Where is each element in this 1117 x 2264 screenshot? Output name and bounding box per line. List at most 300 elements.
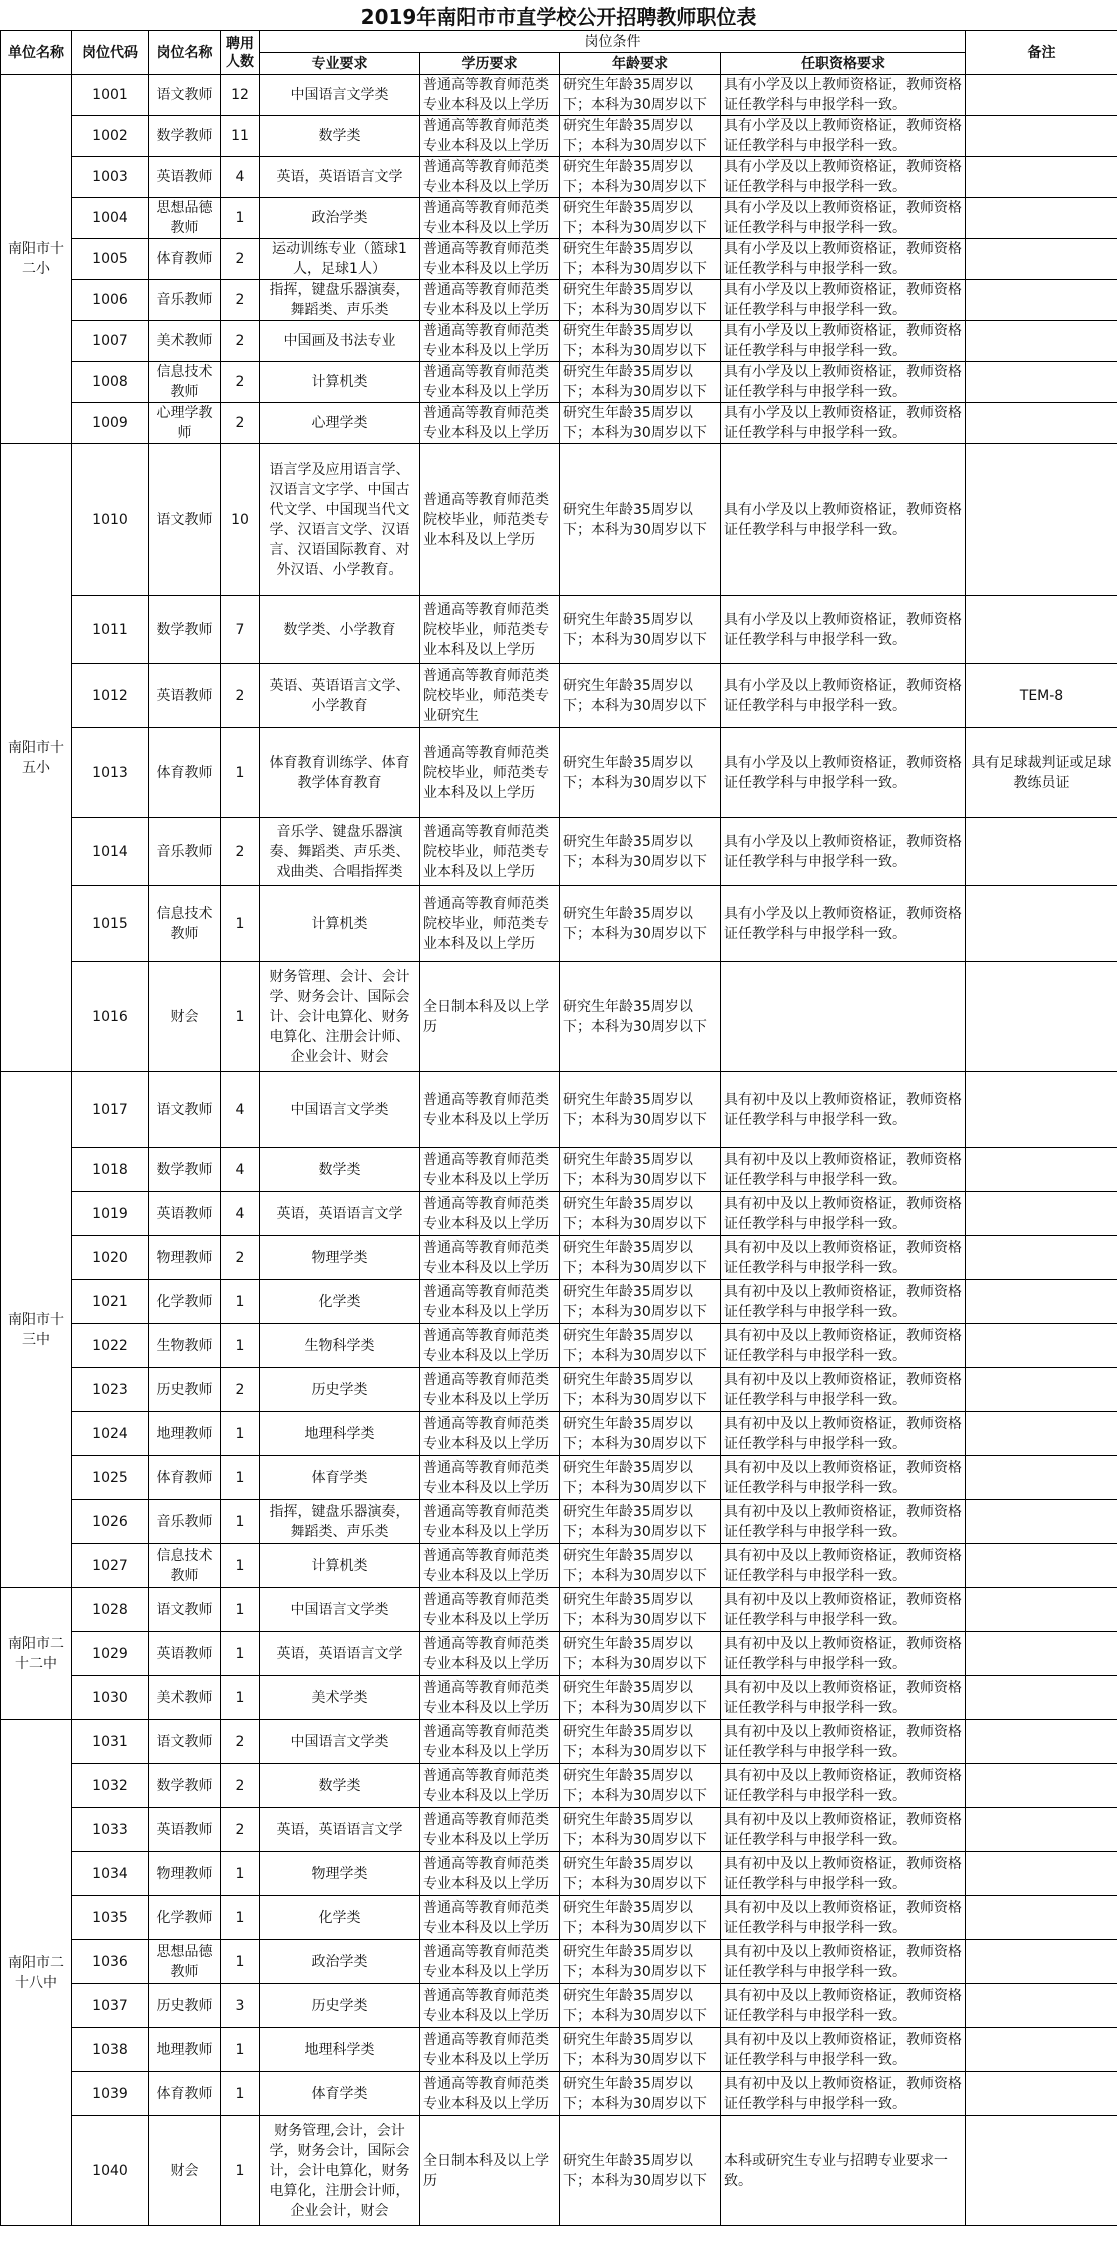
qualification-cell: 具有初中及以上教师资格证，教师资格证任教学科与申报学科一致。 (721, 1896, 966, 1940)
age-cell: 研究生年龄35周岁以下；本科为30周岁以下 (560, 1500, 721, 1544)
hire-count-cell: 2 (221, 818, 260, 886)
qualification-cell: 具有初中及以上教师资格证，教师资格证任教学科与申报学科一致。 (721, 2072, 966, 2116)
position-name-cell: 语文教师 (149, 1072, 221, 1148)
position-name-cell: 语文教师 (149, 1588, 221, 1632)
major-cell: 财务管理、会计、会计学、财务会计、国际会计、会计电算化、财务电算化、注册会计师、企业会计、财会 (260, 962, 420, 1072)
qualification-cell: 具有初中及以上教师资格证，教师资格证任教学科与申报学科一致。 (721, 1236, 966, 1280)
qualification-cell: 具有小学及以上教师资格证，教师资格证任教学科与申报学科一致。 (721, 444, 966, 596)
qualification-cell: 具有初中及以上教师资格证，教师资格证任教学科与申报学科一致。 (721, 1500, 966, 1544)
position-name-cell: 物理教师 (149, 1852, 221, 1896)
education-cell: 全日制本科及以上学历 (420, 2116, 560, 2226)
education-cell: 普通高等教育师范类专业本科及以上学历 (420, 1236, 560, 1280)
hire-count-cell: 3 (221, 1984, 260, 2028)
position-name-cell: 地理教师 (149, 2028, 221, 2072)
education-cell: 普通高等教育师范类院校毕业，师范类专业本科及以上学历 (420, 818, 560, 886)
age-cell: 研究生年龄35周岁以下；本科为30周岁以下 (560, 1896, 721, 1940)
table-row (1, 75, 1117, 116)
position-name-cell: 化学教师 (149, 1896, 221, 1940)
position-code-cell: 1009 (72, 403, 149, 444)
education-cell: 普通高等教育师范类专业本科及以上学历 (420, 198, 560, 239)
remark-cell (966, 2072, 1117, 2116)
hire-count-cell: 1 (221, 1280, 260, 1324)
age-cell: 研究生年龄35周岁以下；本科为30周岁以下 (560, 157, 721, 198)
qualification-cell: 具有初中及以上教师资格证，教师资格证任教学科与申报学科一致。 (721, 1072, 966, 1148)
table-row (1, 1280, 1117, 1324)
table-row (1, 1632, 1117, 1676)
table-row (1, 1720, 1117, 1764)
major-cell: 中国语言文学类 (260, 1588, 420, 1632)
position-name-cell: 心理学教师 (149, 403, 221, 444)
major-cell: 中国语言文学类 (260, 1072, 420, 1148)
position-name-cell: 语文教师 (149, 444, 221, 596)
age-cell: 研究生年龄35周岁以下；本科为30周岁以下 (560, 2028, 721, 2072)
remark-cell (966, 962, 1117, 1072)
remark-cell (966, 157, 1117, 198)
table-row (1, 664, 1117, 728)
education-cell: 普通高等教育师范类专业本科及以上学历 (420, 1940, 560, 1984)
position-name-cell: 体育教师 (149, 239, 221, 280)
education-cell: 普通高等教育师范类专业本科及以上学历 (420, 2072, 560, 2116)
remark-cell (966, 1720, 1117, 1764)
education-cell: 普通高等教育师范类院校毕业，师范类专业研究生 (420, 664, 560, 728)
table-row (1, 1456, 1117, 1500)
position-name-cell: 体育教师 (149, 728, 221, 818)
position-code-cell: 1003 (72, 157, 149, 198)
header-education: 学历要求 (420, 53, 560, 75)
position-code-cell: 1016 (72, 962, 149, 1072)
table-row (1, 1236, 1117, 1280)
remark-cell (966, 198, 1117, 239)
position-code-cell: 1038 (72, 2028, 149, 2072)
hire-count-cell: 4 (221, 1148, 260, 1192)
table-row (1, 1808, 1117, 1852)
education-cell: 普通高等教育师范类专业本科及以上学历 (420, 1368, 560, 1412)
education-cell: 普通高等教育师范类专业本科及以上学历 (420, 2028, 560, 2072)
education-cell: 全日制本科及以上学历 (420, 962, 560, 1072)
age-cell: 研究生年龄35周岁以下；本科为30周岁以下 (560, 1412, 721, 1456)
table-row (1, 1676, 1117, 1720)
table-row (1, 1500, 1117, 1544)
table-row (1, 2116, 1117, 2226)
position-code-cell: 1014 (72, 818, 149, 886)
position-name-cell: 生物教师 (149, 1324, 221, 1368)
major-cell: 计算机类 (260, 362, 420, 403)
major-cell: 计算机类 (260, 1544, 420, 1588)
remark-cell (966, 1896, 1117, 1940)
education-cell: 普通高等教育师范类院校毕业，师范类专业本科及以上学历 (420, 444, 560, 596)
age-cell: 研究生年龄35周岁以下；本科为30周岁以下 (560, 1808, 721, 1852)
education-cell: 普通高等教育师范类专业本科及以上学历 (420, 1280, 560, 1324)
qualification-cell: 具有初中及以上教师资格证，教师资格证任教学科与申报学科一致。 (721, 1544, 966, 1588)
major-cell: 体育学类 (260, 1456, 420, 1500)
hire-count-cell: 1 (221, 2116, 260, 2226)
age-cell: 研究生年龄35周岁以下；本科为30周岁以下 (560, 75, 721, 116)
hire-count-cell: 1 (221, 2072, 260, 2116)
education-cell: 普通高等教育师范类专业本科及以上学历 (420, 1852, 560, 1896)
age-cell: 研究生年龄35周岁以下；本科为30周岁以下 (560, 280, 721, 321)
table-row (1, 1544, 1117, 1588)
education-cell: 普通高等教育师范类专业本科及以上学历 (420, 1544, 560, 1588)
education-cell: 普通高等教育师范类专业本科及以上学历 (420, 1632, 560, 1676)
position-code-cell: 1017 (72, 1072, 149, 1148)
major-cell: 化学类 (260, 1280, 420, 1324)
qualification-cell: 具有初中及以上教师资格证，教师资格证任教学科与申报学科一致。 (721, 1324, 966, 1368)
major-cell: 指挥，键盘乐器演奏，舞蹈类、声乐类 (260, 280, 420, 321)
major-cell: 中国画及书法专业 (260, 321, 420, 362)
qualification-cell: 具有初中及以上教师资格证，教师资格证任教学科与申报学科一致。 (721, 1984, 966, 2028)
major-cell: 体育教育训练学、体育教学体育教育 (260, 728, 420, 818)
education-cell: 普通高等教育师范类专业本科及以上学历 (420, 1588, 560, 1632)
position-code-cell: 1033 (72, 1808, 149, 1852)
hire-count-cell: 4 (221, 1072, 260, 1148)
major-cell: 语言学及应用语言学、汉语言文字学、中国古代文学、中国现当代文学、汉语言文学、汉语言、汉语国际教育、对外汉语、小学教育。 (260, 444, 420, 596)
major-cell: 英语，英语语言文学 (260, 1632, 420, 1676)
qualification-cell: 具有初中及以上教师资格证，教师资格证任教学科与申报学科一致。 (721, 1808, 966, 1852)
qualification-cell: 具有初中及以上教师资格证，教师资格证任教学科与申报学科一致。 (721, 1192, 966, 1236)
position-name-cell: 财会 (149, 962, 221, 1072)
hire-count-cell: 1 (221, 886, 260, 962)
education-cell: 普通高等教育师范类专业本科及以上学历 (420, 1412, 560, 1456)
unit-name-cell: 南阳市十三中 (1, 1072, 72, 1588)
table-row (1, 1324, 1117, 1368)
hire-count-cell: 1 (221, 962, 260, 1072)
hire-count-cell: 1 (221, 1324, 260, 1368)
header-major: 专业要求 (260, 53, 420, 75)
qualification-cell: 具有初中及以上教师资格证，教师资格证任教学科与申报学科一致。 (721, 1456, 966, 1500)
remark-cell (966, 1192, 1117, 1236)
position-code-cell: 1001 (72, 75, 149, 116)
major-cell: 英语，英语语言文学 (260, 157, 420, 198)
education-cell: 普通高等教育师范类专业本科及以上学历 (420, 1808, 560, 1852)
age-cell: 研究生年龄35周岁以下；本科为30周岁以下 (560, 1192, 721, 1236)
education-cell: 普通高等教育师范类专业本科及以上学历 (420, 1500, 560, 1544)
table-row (1, 1852, 1117, 1896)
position-name-cell: 历史教师 (149, 1368, 221, 1412)
qualification-cell: 具有初中及以上教师资格证，教师资格证任教学科与申报学科一致。 (721, 1632, 966, 1676)
hire-count-cell: 2 (221, 664, 260, 728)
table-row (1, 1588, 1117, 1632)
header-code: 岗位代码 (72, 31, 149, 75)
remark-cell (966, 2028, 1117, 2072)
age-cell: 研究生年龄35周岁以下；本科为30周岁以下 (560, 1632, 721, 1676)
age-cell: 研究生年龄35周岁以下；本科为30周岁以下 (560, 886, 721, 962)
remark-cell (966, 1544, 1117, 1588)
table-row (1, 962, 1117, 1072)
position-name-cell: 英语教师 (149, 1808, 221, 1852)
age-cell: 研究生年龄35周岁以下；本科为30周岁以下 (560, 1720, 721, 1764)
age-cell: 研究生年龄35周岁以下；本科为30周岁以下 (560, 1280, 721, 1324)
table-row (1, 157, 1117, 198)
position-name-cell: 信息技术教师 (149, 886, 221, 962)
hire-count-cell: 1 (221, 1588, 260, 1632)
education-cell: 普通高等教育师范类专业本科及以上学历 (420, 1896, 560, 1940)
position-code-cell: 1021 (72, 1280, 149, 1324)
position-name-cell: 英语教师 (149, 1632, 221, 1676)
position-name-cell: 信息技术教师 (149, 1544, 221, 1588)
major-cell: 物理学类 (260, 1852, 420, 1896)
age-cell: 研究生年龄35周岁以下；本科为30周岁以下 (560, 728, 721, 818)
qualification-cell: 具有初中及以上教师资格证，教师资格证任教学科与申报学科一致。 (721, 1764, 966, 1808)
age-cell: 研究生年龄35周岁以下；本科为30周岁以下 (560, 116, 721, 157)
age-cell: 研究生年龄35周岁以下；本科为30周岁以下 (560, 1940, 721, 1984)
position-code-cell: 1015 (72, 886, 149, 962)
position-code-cell: 1002 (72, 116, 149, 157)
hire-count-cell: 10 (221, 444, 260, 596)
remark-cell (966, 444, 1117, 596)
position-name-cell: 英语教师 (149, 1192, 221, 1236)
education-cell: 普通高等教育师范类院校毕业，师范类专业本科及以上学历 (420, 596, 560, 664)
hire-count-cell: 1 (221, 1896, 260, 1940)
table-row (1, 818, 1117, 886)
position-code-cell: 1035 (72, 1896, 149, 1940)
remark-cell (966, 1984, 1117, 2028)
position-code-cell: 1010 (72, 444, 149, 596)
position-code-cell: 1024 (72, 1412, 149, 1456)
header-qualification: 任职资格要求 (721, 53, 966, 75)
hire-count-cell: 1 (221, 1500, 260, 1544)
position-name-cell: 物理教师 (149, 1236, 221, 1280)
hire-count-cell: 2 (221, 1764, 260, 1808)
qualification-cell: 具有初中及以上教师资格证，教师资格证任教学科与申报学科一致。 (721, 1720, 966, 1764)
hire-count-cell: 1 (221, 1456, 260, 1500)
age-cell: 研究生年龄35周岁以下；本科为30周岁以下 (560, 1676, 721, 1720)
qualification-cell: 具有小学及以上教师资格证，教师资格证任教学科与申报学科一致。 (721, 728, 966, 818)
major-cell: 政治学类 (260, 198, 420, 239)
qualification-cell: 具有小学及以上教师资格证，教师资格证任教学科与申报学科一致。 (721, 362, 966, 403)
position-code-cell: 1040 (72, 2116, 149, 2226)
header-conditions: 岗位条件 (260, 31, 966, 53)
major-cell: 中国语言文学类 (260, 75, 420, 116)
remark-cell (966, 1588, 1117, 1632)
table-row (1, 1984, 1117, 2028)
major-cell: 计算机类 (260, 886, 420, 962)
education-cell: 普通高等教育师范类专业本科及以上学历 (420, 75, 560, 116)
position-code-cell: 1023 (72, 1368, 149, 1412)
position-name-cell: 数学教师 (149, 116, 221, 157)
major-cell: 地理科学类 (260, 1412, 420, 1456)
hire-count-cell: 2 (221, 1368, 260, 1412)
position-name-cell: 数学教师 (149, 1148, 221, 1192)
age-cell: 研究生年龄35周岁以下；本科为30周岁以下 (560, 1764, 721, 1808)
qualification-cell: 具有小学及以上教师资格证，教师资格证任教学科与申报学科一致。 (721, 198, 966, 239)
remark-cell (966, 1324, 1117, 1368)
table-row (1, 362, 1117, 403)
remark-cell (966, 1148, 1117, 1192)
position-name-cell: 财会 (149, 2116, 221, 2226)
qualification-cell (721, 962, 966, 1072)
education-cell: 普通高等教育师范类专业本科及以上学历 (420, 321, 560, 362)
hire-count-cell: 2 (221, 362, 260, 403)
major-cell: 中国语言文学类 (260, 1720, 420, 1764)
age-cell: 研究生年龄35周岁以下；本科为30周岁以下 (560, 1148, 721, 1192)
qualification-cell: 具有小学及以上教师资格证，教师资格证任教学科与申报学科一致。 (721, 321, 966, 362)
position-code-cell: 1006 (72, 280, 149, 321)
major-cell: 历史学类 (260, 1984, 420, 2028)
position-code-cell: 1036 (72, 1940, 149, 1984)
remark-cell (966, 2116, 1117, 2226)
position-name-cell: 数学教师 (149, 1764, 221, 1808)
remark-cell (966, 1412, 1117, 1456)
qualification-cell: 本科或研究生专业与招聘专业要求一致。 (721, 2116, 966, 2226)
age-cell: 研究生年龄35周岁以下；本科为30周岁以下 (560, 1456, 721, 1500)
hire-count-cell: 1 (221, 728, 260, 818)
major-cell: 指挥，键盘乐器演奏，舞蹈类、声乐类 (260, 1500, 420, 1544)
age-cell: 研究生年龄35周岁以下；本科为30周岁以下 (560, 2116, 721, 2226)
age-cell: 研究生年龄35周岁以下；本科为30周岁以下 (560, 1852, 721, 1896)
position-name-cell: 数学教师 (149, 596, 221, 664)
qualification-cell: 具有小学及以上教师资格证，教师资格证任教学科与申报学科一致。 (721, 403, 966, 444)
major-cell: 体育学类 (260, 2072, 420, 2116)
qualification-cell: 具有小学及以上教师资格证，教师资格证任教学科与申报学科一致。 (721, 75, 966, 116)
table-row (1, 1940, 1117, 1984)
position-name-cell: 英语教师 (149, 664, 221, 728)
position-code-cell: 1027 (72, 1544, 149, 1588)
table-row (1, 403, 1117, 444)
table-row (1, 596, 1117, 664)
education-cell: 普通高等教育师范类专业本科及以上学历 (420, 1324, 560, 1368)
major-cell: 运动训练专业（篮球1人，足球1人） (260, 239, 420, 280)
remark-cell (966, 1456, 1117, 1500)
education-cell: 普通高等教育师范类专业本科及以上学历 (420, 1764, 560, 1808)
hire-count-cell: 12 (221, 75, 260, 116)
major-cell: 数学类 (260, 116, 420, 157)
age-cell: 研究生年龄35周岁以下；本科为30周岁以下 (560, 1072, 721, 1148)
age-cell: 研究生年龄35周岁以下；本科为30周岁以下 (560, 596, 721, 664)
remark-cell (966, 321, 1117, 362)
education-cell: 普通高等教育师范类专业本科及以上学历 (420, 116, 560, 157)
qualification-cell: 具有初中及以上教师资格证，教师资格证任教学科与申报学科一致。 (721, 1588, 966, 1632)
positions-table (0, 30, 1117, 2226)
qualification-cell: 具有小学及以上教师资格证，教师资格证任教学科与申报学科一致。 (721, 664, 966, 728)
header-remark: 备注 (966, 31, 1117, 75)
qualification-cell: 具有初中及以上教师资格证，教师资格证任教学科与申报学科一致。 (721, 1940, 966, 1984)
position-name-cell: 思想品德教师 (149, 1940, 221, 1984)
remark-cell (966, 818, 1117, 886)
hire-count-cell: 1 (221, 198, 260, 239)
position-code-cell: 1018 (72, 1148, 149, 1192)
position-name-cell: 体育教师 (149, 1456, 221, 1500)
position-code-cell: 1031 (72, 1720, 149, 1764)
qualification-cell: 具有小学及以上教师资格证，教师资格证任教学科与申报学科一致。 (721, 157, 966, 198)
position-code-cell: 1025 (72, 1456, 149, 1500)
age-cell: 研究生年龄35周岁以下；本科为30周岁以下 (560, 362, 721, 403)
position-code-cell: 1019 (72, 1192, 149, 1236)
table-row (1, 886, 1117, 962)
position-name-cell: 音乐教师 (149, 280, 221, 321)
hire-count-cell: 2 (221, 403, 260, 444)
hire-count-cell: 1 (221, 1940, 260, 1984)
position-code-cell: 1005 (72, 239, 149, 280)
remark-cell (966, 116, 1117, 157)
age-cell: 研究生年龄35周岁以下；本科为30周岁以下 (560, 818, 721, 886)
education-cell: 普通高等教育师范类专业本科及以上学历 (420, 1676, 560, 1720)
major-cell: 数学类 (260, 1764, 420, 1808)
age-cell: 研究生年龄35周岁以下；本科为30周岁以下 (560, 1544, 721, 1588)
table-row (1, 1148, 1117, 1192)
hire-count-cell: 11 (221, 116, 260, 157)
position-code-cell: 1030 (72, 1676, 149, 1720)
remark-cell (966, 1280, 1117, 1324)
qualification-cell: 具有初中及以上教师资格证，教师资格证任教学科与申报学科一致。 (721, 1148, 966, 1192)
hire-count-cell: 1 (221, 1676, 260, 1720)
remark-cell (966, 886, 1117, 962)
header-age: 年龄要求 (560, 53, 721, 75)
age-cell: 研究生年龄35周岁以下；本科为30周岁以下 (560, 664, 721, 728)
major-cell: 化学类 (260, 1896, 420, 1940)
position-code-cell: 1020 (72, 1236, 149, 1280)
unit-name-cell: 南阳市二十二中 (1, 1588, 72, 1720)
major-cell: 地理科学类 (260, 2028, 420, 2072)
education-cell: 普通高等教育师范类专业本科及以上学历 (420, 1984, 560, 2028)
major-cell: 英语，英语语言文学 (260, 1808, 420, 1852)
remark-cell (966, 75, 1117, 116)
hire-count-cell: 1 (221, 1632, 260, 1676)
education-cell: 普通高等教育师范类专业本科及以上学历 (420, 280, 560, 321)
major-cell: 历史学类 (260, 1368, 420, 1412)
major-cell: 英语、英语语言文学、小学教育 (260, 664, 420, 728)
remark-cell (966, 280, 1117, 321)
qualification-cell: 具有小学及以上教师资格证，教师资格证任教学科与申报学科一致。 (721, 280, 966, 321)
position-code-cell: 1022 (72, 1324, 149, 1368)
education-cell: 普通高等教育师范类专业本科及以上学历 (420, 1072, 560, 1148)
position-code-cell: 1012 (72, 664, 149, 728)
table-row (1, 1412, 1117, 1456)
age-cell: 研究生年龄35周岁以下；本科为30周岁以下 (560, 1236, 721, 1280)
unit-name-cell: 南阳市十五小 (1, 444, 72, 1072)
table-row (1, 321, 1117, 362)
education-cell: 普通高等教育师范类专业本科及以上学历 (420, 1192, 560, 1236)
education-cell: 普通高等教育师范类专业本科及以上学历 (420, 403, 560, 444)
remark-cell (966, 1676, 1117, 1720)
remark-cell (966, 403, 1117, 444)
education-cell: 普通高等教育师范类专业本科及以上学历 (420, 1720, 560, 1764)
position-code-cell: 1039 (72, 2072, 149, 2116)
remark-cell (966, 1236, 1117, 1280)
major-cell: 英语，英语语言文学 (260, 1192, 420, 1236)
major-cell: 生物科学类 (260, 1324, 420, 1368)
remark-cell (966, 1852, 1117, 1896)
position-name-cell: 思想品德教师 (149, 198, 221, 239)
major-cell: 心理学类 (260, 403, 420, 444)
position-name-cell: 化学教师 (149, 1280, 221, 1324)
remark-cell (966, 1500, 1117, 1544)
position-name-cell: 信息技术教师 (149, 362, 221, 403)
major-cell: 物理学类 (260, 1236, 420, 1280)
position-code-cell: 1008 (72, 362, 149, 403)
major-cell: 政治学类 (260, 1940, 420, 1984)
remark-cell (966, 1632, 1117, 1676)
position-code-cell: 1032 (72, 1764, 149, 1808)
hire-count-cell: 2 (221, 280, 260, 321)
position-name-cell: 地理教师 (149, 1412, 221, 1456)
positions-body (1, 75, 1117, 2226)
education-cell: 普通高等教育师范类院校毕业，师范类专业本科及以上学历 (420, 728, 560, 818)
age-cell: 研究生年龄35周岁以下；本科为30周岁以下 (560, 1324, 721, 1368)
age-cell: 研究生年龄35周岁以下；本科为30周岁以下 (560, 1984, 721, 2028)
age-cell: 研究生年龄35周岁以下；本科为30周岁以下 (560, 2072, 721, 2116)
position-name-cell: 美术教师 (149, 1676, 221, 1720)
qualification-cell: 具有小学及以上教师资格证，教师资格证任教学科与申报学科一致。 (721, 116, 966, 157)
qualification-cell: 具有小学及以上教师资格证，教师资格证任教学科与申报学科一致。 (721, 596, 966, 664)
table-row (1, 1896, 1117, 1940)
education-cell: 普通高等教育师范类专业本科及以上学历 (420, 239, 560, 280)
qualification-cell: 具有小学及以上教师资格证，教师资格证任教学科与申报学科一致。 (721, 818, 966, 886)
qualification-cell: 具有初中及以上教师资格证，教师资格证任教学科与申报学科一致。 (721, 2028, 966, 2072)
age-cell: 研究生年龄35周岁以下；本科为30周岁以下 (560, 962, 721, 1072)
hire-count-cell: 2 (221, 1236, 260, 1280)
major-cell: 音乐学、键盘乐器演奏、舞蹈类、声乐类、戏曲类、合唱指挥类 (260, 818, 420, 886)
hire-count-cell: 2 (221, 1808, 260, 1852)
